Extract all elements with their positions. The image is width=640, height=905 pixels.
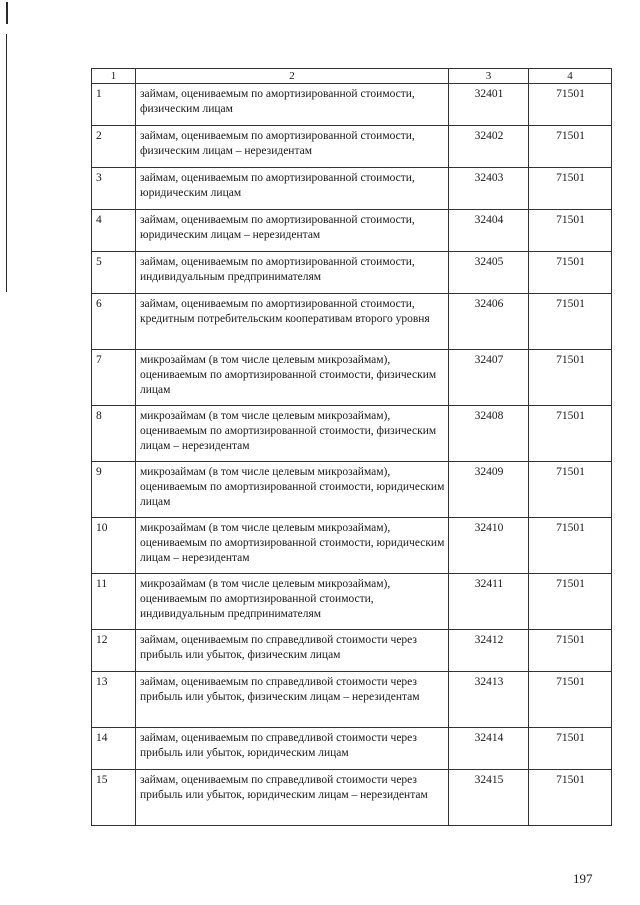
table-row xyxy=(92,574,612,630)
table-row xyxy=(92,126,612,168)
row-description: микрозаймам (в том числе целевым микрозаймам), оцениваемым по амортизированной стоимости, физическим лицам xyxy=(136,350,449,406)
row-number: 5 xyxy=(92,252,136,294)
row-account: 71501 xyxy=(529,350,612,406)
table-row xyxy=(92,728,612,770)
row-number: 9 xyxy=(92,462,136,518)
table-row xyxy=(92,630,612,672)
row-account: 71501 xyxy=(529,728,612,770)
table-row xyxy=(92,672,612,728)
table-row xyxy=(92,350,612,406)
row-code: 32415 xyxy=(449,770,529,826)
row-code: 32405 xyxy=(449,252,529,294)
row-number: 10 xyxy=(92,518,136,574)
row-description: микрозаймам (в том числе целевым микрозаймам), оцениваемым по амортизированной стоимости, физическим лицам – нерезидентам xyxy=(136,406,449,462)
row-number: 11 xyxy=(92,574,136,630)
table-row xyxy=(92,770,612,826)
header-row xyxy=(92,69,612,84)
row-account: 71501 xyxy=(529,294,612,350)
row-number: 3 xyxy=(92,168,136,210)
row-account: 71501 xyxy=(529,630,612,672)
row-account: 71501 xyxy=(529,252,612,294)
row-number: 6 xyxy=(92,294,136,350)
table-row xyxy=(92,462,612,518)
row-account: 71501 xyxy=(529,672,612,728)
row-description: займам, оцениваемым по амортизированной стоимости, юридическим лицам xyxy=(136,168,449,210)
row-code: 32407 xyxy=(449,350,529,406)
row-code: 32403 xyxy=(449,168,529,210)
col-header-4: 4 xyxy=(529,69,612,84)
row-description: микрозаймам (в том числе целевым микрозаймам), оцениваемым по амортизированной стоимости, юридическим лицам – нерезидентам xyxy=(136,518,449,574)
row-code: 32412 xyxy=(449,630,529,672)
row-account: 71501 xyxy=(529,84,612,126)
row-code: 32408 xyxy=(449,406,529,462)
row-description: займам, оцениваемым по амортизированной стоимости, кредитным потребительским кооперативам второго уровня xyxy=(136,294,449,350)
accounts-table xyxy=(91,68,612,826)
col-header-1: 1 xyxy=(92,69,136,84)
row-number: 4 xyxy=(92,210,136,252)
row-account: 71501 xyxy=(529,126,612,168)
row-description: микрозаймам (в том числе целевым микрозаймам), оцениваемым по амортизированной стоимости, юридическим лицам xyxy=(136,462,449,518)
margin-mark xyxy=(6,34,7,292)
row-number: 7 xyxy=(92,350,136,406)
table-row xyxy=(92,252,612,294)
row-code: 32414 xyxy=(449,728,529,770)
row-code: 32411 xyxy=(449,574,529,630)
margin-mark xyxy=(6,2,8,24)
row-description: займам, оцениваемым по справедливой стоимости через прибыль или убыток, юридическим лицам xyxy=(136,728,449,770)
row-number: 15 xyxy=(92,770,136,826)
table-row xyxy=(92,84,612,126)
row-account: 71501 xyxy=(529,210,612,252)
row-account: 71501 xyxy=(529,406,612,462)
row-number: 1 xyxy=(92,84,136,126)
row-account: 71501 xyxy=(529,168,612,210)
row-number: 12 xyxy=(92,630,136,672)
table-row xyxy=(92,518,612,574)
table-row xyxy=(92,294,612,350)
row-description: займам, оцениваемым по справедливой стоимости через прибыль или убыток, физическим лицам – нерезидентам xyxy=(136,672,449,728)
row-account: 71501 xyxy=(529,518,612,574)
row-code: 32409 xyxy=(449,462,529,518)
row-description: займам, оцениваемым по справедливой стоимости через прибыль или убыток, юридическим лицам – нерезидентам xyxy=(136,770,449,826)
row-number: 13 xyxy=(92,672,136,728)
row-account: 71501 xyxy=(529,770,612,826)
row-description: займам, оцениваемым по амортизированной стоимости, юридическим лицам – нерезидентам xyxy=(136,210,449,252)
col-header-2: 2 xyxy=(136,69,449,84)
row-code: 32402 xyxy=(449,126,529,168)
row-description: займам, оцениваемым по амортизированной стоимости, физическим лицам xyxy=(136,84,449,126)
row-description: займам, оцениваемым по справедливой стоимости через прибыль или убыток, физическим лицам xyxy=(136,630,449,672)
row-code: 32406 xyxy=(449,294,529,350)
row-code: 32404 xyxy=(449,210,529,252)
row-description: займам, оцениваемым по амортизированной стоимости, индивидуальным предпринимателям xyxy=(136,252,449,294)
row-number: 2 xyxy=(92,126,136,168)
row-code: 32410 xyxy=(449,518,529,574)
row-code: 32413 xyxy=(449,672,529,728)
table-row xyxy=(92,210,612,252)
col-header-3: 3 xyxy=(449,69,529,84)
page-number: 197 xyxy=(573,871,593,886)
row-account: 71501 xyxy=(529,462,612,518)
row-number: 14 xyxy=(92,728,136,770)
row-account: 71501 xyxy=(529,574,612,630)
row-code: 32401 xyxy=(449,84,529,126)
row-description: займам, оцениваемым по амортизированной стоимости, физическим лицам – нерезидентам xyxy=(136,126,449,168)
table-row xyxy=(92,168,612,210)
row-description: микрозаймам (в том числе целевым микрозаймам), оцениваемым по амортизированной стоимости, индивидуальным предпринимателям xyxy=(136,574,449,630)
table-row xyxy=(92,406,612,462)
row-number: 8 xyxy=(92,406,136,462)
